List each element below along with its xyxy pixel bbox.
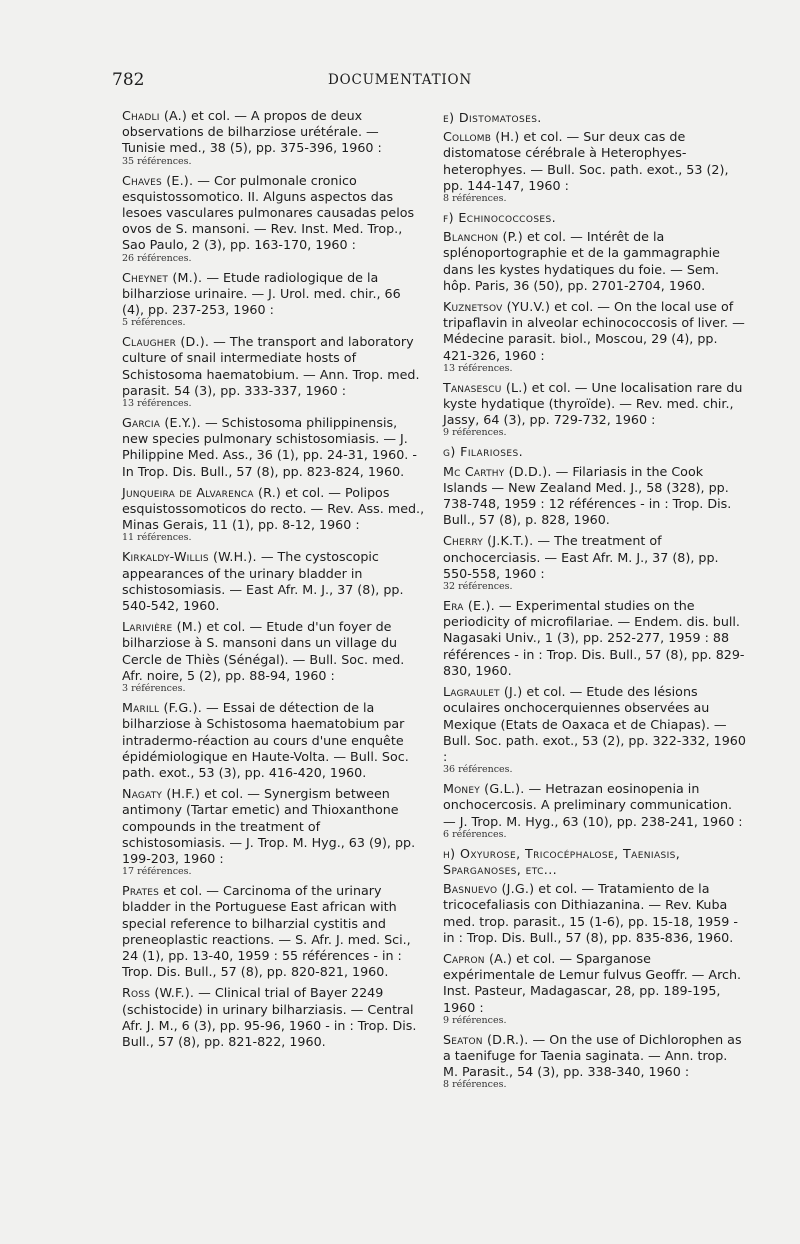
- entry-references-count: 8 références.: [443, 193, 507, 205]
- bibliography-entry: [122, 334, 425, 410]
- bibliography-entry: [443, 380, 746, 440]
- entry-author: Nagaty (H.F.): [122, 786, 201, 802]
- entry-citation: — The treatment of onchocerciasis. — East Afr. M. J., 37 (8), pp. 550-558, 1960 :: [443, 533, 719, 581]
- bibliography-entry: [122, 700, 425, 781]
- entry-author: Prates: [122, 883, 160, 899]
- entry-citation: — Experimental studies on the periodicity of microfilariae. — Endem. dis. bull. Nagasaki Univ., 1 (3), pp. 252-277, 1959 : 88 références - in : Trop. Dis. Bull., 57 (8), pp. 829-830, 1960.: [443, 598, 745, 678]
- entry-citation: et col. — Polipos esquistossomoticos do recto. — Rev. Ass. med., Minas Gerais, 11 (1), pp. 8-12, 1960 :: [122, 484, 425, 533]
- running-head: DOCUMENTATION: [328, 72, 472, 88]
- entry-author: Seaton (D.R.).: [443, 1031, 529, 1047]
- entry-references-count: 13 références.: [443, 362, 513, 374]
- entry-author: Garcia (E.Y.).: [122, 415, 201, 431]
- entry-author: Capron (A.): [443, 950, 513, 966]
- entry-author: Chaves (E.).: [122, 172, 194, 188]
- entry-references-count: 13 références.: [122, 398, 192, 410]
- bibliography-entry: [122, 485, 425, 545]
- entry-author: Chadli (A.): [122, 108, 188, 123]
- entry-author: Blanchon (P.): [443, 229, 523, 245]
- entry-citation: — Hetrazan eosinopenia in onchocercosis. A preliminary communication. — J. Trop. M. Hyg., 63 (10), pp. 238-241, 1960 :: [443, 781, 743, 829]
- bibliography-entry: [443, 684, 746, 776]
- entry-citation: — The cystoscopic appearances of the urinary bladder in schistosomiasis. — East Afr. M. J., 37 (8), pp. 540-542, 1960.: [122, 549, 404, 614]
- entry-references-count: 9 références.: [443, 427, 507, 439]
- page-number: 782: [112, 70, 145, 90]
- bibliography-entry: [443, 781, 746, 841]
- entry-author: Money (G.L.).: [443, 781, 525, 797]
- entry-references-count: 9 références.: [443, 1014, 507, 1026]
- entry-author: Cheynet (M.).: [122, 269, 203, 285]
- entry-author: Larivière (M.): [122, 619, 203, 635]
- bibliography-entry: [122, 108, 425, 168]
- bibliography-entry: [122, 415, 425, 480]
- entry-references-count: 3 références.: [122, 683, 186, 695]
- bibliography-entry: [443, 881, 746, 946]
- entry-author: Cherry (J.K.T.).: [443, 533, 534, 549]
- entry-citation: — On the use of Dichlorophen as a taenifuge for Taenia saginata. — Ann. trop. M. Parasit., 54 (3), pp. 338-340, 1960 :: [443, 1031, 742, 1080]
- section-heading: g) Filarioses.: [443, 444, 524, 460]
- entry-author: Mc Carthy (D.D.).: [443, 463, 552, 479]
- entry-citation: — Schistosoma philippinensis, new species pulmonary schistosomiasis. — J. Philippine Med. Ass., 36 (1), pp. 24-31, 1960. - In Trop. Dis. Bull., 57 (8), pp. 823-824, 1960.: [122, 415, 417, 479]
- entry-citation: — Essai de détection de la bilharziose à Schistosoma haematobium par intradermo-réaction au cours d'une enquête épidémiologique en Haute-Volta. — Bull. Soc. path. exot., 53 (3), pp. 416-420, 1960.: [122, 700, 409, 780]
- bibliography-entry: [122, 619, 425, 695]
- entry-citation: et col. — On the local use of tripaflavin in alveolar echinococcosis of liver. — Médecine parasit. biol., Moscou, 29 (4), pp. 421-326, 1960 :: [443, 299, 745, 363]
- bibliography-entry: [122, 549, 425, 614]
- left-column: [122, 108, 425, 1055]
- section-heading: e) Distomatoses.: [443, 110, 542, 125]
- entry-citation: — The transport and laboratory culture of snail intermediate hosts of Schistosoma haematobium. — Ann. Trop. med. parasit. 54 (3), pp. 333-337, 1960 :: [122, 334, 420, 398]
- entry-references-count: 32 références.: [443, 581, 513, 593]
- entry-author: Lagraulet (J.): [443, 684, 523, 700]
- entry-citation: et col. — Etude d'un foyer de bilharziose à S. mansoni dans un village du Cercle de Thiès (Sénégal). — Bull. Soc. med. Afr. noire, 5 (2), pp. 88-94, 1960 :: [122, 619, 405, 683]
- entry-author: Ross (W.F.).: [122, 985, 195, 1001]
- entry-references-count: 17 références.: [122, 866, 192, 878]
- entry-citation: et col. — Une localisation rare du kyste hydatique (thyroïde). — Rev. med. chir., Jassy, 64 (3), pp. 729-732, 1960 :: [443, 379, 743, 428]
- entry-references-count: 5 références.: [122, 317, 186, 329]
- entry-author: Basnuevo (J.G.): [443, 881, 535, 897]
- entry-author: Era (E.).: [443, 598, 495, 614]
- entry-citation: et col. — Intérêt de la splénoportographie et de la gammagraphie dans les kystes hydatiques du foie. — Sem. hôp. Paris, 36 (50), pp. 2701-2704, 1960.: [443, 229, 720, 293]
- entry-author: Kuznetsov (YU.V.): [443, 299, 551, 315]
- entry-citation: et col. — Sparganose expérimentale de Lemur fulvus Geoffr. — Arch. Inst. Pasteur, Madagascar, 28, pp. 189-195, 1960 :: [443, 950, 742, 1015]
- bibliography-entry: [443, 598, 746, 679]
- entry-author: Kirkaldy-Willis (W.H.).: [122, 549, 257, 565]
- entry-author: Junqueira de Alvarenca (R.): [122, 484, 282, 500]
- right-column: [443, 108, 746, 1096]
- entry-citation: — Filariasis in the Cook Islands — New Zealand Med. J., 58 (328), pp. 738-748, 1959 : 12 références - in : Trop. Dis. Bull., 57 (8), p. 828, 1960.: [443, 463, 732, 528]
- entry-citation: et col. — Sur deux cas de distomatose cérébrale à Heterophyes-heterophyes. — Bull. Soc. path. exot., 53 (2), pp. 144-147, 1960 :: [443, 129, 729, 193]
- bibliography-entry: [122, 786, 425, 878]
- entry-author: Collomb (H.): [443, 129, 520, 145]
- bibliography-entry: [122, 173, 425, 265]
- entry-citation: — Etude radiologique de la bilharziose urinaire. — J. Urol. med. chir., 66 (4), pp. 237-253, 1960 :: [122, 269, 401, 318]
- bibliography-entry: [443, 229, 746, 294]
- bibliography-entry: [443, 129, 746, 205]
- entry-references-count: 8 références.: [443, 1079, 507, 1091]
- bibliography-entry: [443, 1032, 746, 1092]
- entry-citation: et col. — Etude des lésions oculaires onchocerquiennes observées au Mexique (Etats de Oaxaca et de Chiapas). — Bull. Soc. path. exot., 53 (2), pp. 322-332, 1960 :: [443, 684, 746, 764]
- entry-citation: et col. — Tratamiento de la tricocefaliasis con Dithiazanina. — Rev. Kuba med. trop. parasit., 15 (1-6), pp. 15-18, 1959 - in : Trop. Dis. Bull., 57 (8), pp. 835-836, 1960.: [443, 881, 738, 945]
- bibliography-entry: [443, 533, 746, 593]
- entry-citation: — Clinical trial of Bayer 2249 (schistocide) in urinary bilharziasis. — Central Afr. J. M., 6 (3), pp. 95-96, 1960 - in : Trop. Dis. Bull., 57 (8), pp. 821-822, 1960.: [122, 985, 417, 1049]
- entry-references-count: 26 références.: [122, 252, 192, 264]
- section-heading: h) Oxyurose, Tricocéphalose, Taeniasis, Sparganoses, etc...: [443, 845, 681, 877]
- entry-citation: — Cor pulmonale cronico esquistossomotico. II. Alguns aspectos das lesoes vasculares pulmonares causadas pelos ovos de S. mansoni. — Rev. Inst. Med. Trop., Sao Paulo, 2 (3), pp. 163-170, 1960 :: [122, 172, 415, 253]
- bibliography-entry: [443, 951, 746, 1027]
- entry-author: Tanasescu (L.): [443, 379, 528, 395]
- entry-references-count: 36 références.: [443, 764, 513, 776]
- entry-author: Claugher (D.).: [122, 334, 210, 350]
- bibliography-entry: [122, 883, 425, 980]
- bibliography-entry: [443, 299, 746, 375]
- entry-author: Marill (F.G.).: [122, 700, 202, 716]
- entry-references-count: 11 références.: [122, 532, 192, 544]
- entry-references-count: 35 références.: [122, 155, 192, 167]
- bibliography-entry: [122, 985, 425, 1050]
- entry-references-count: 6 références.: [443, 828, 507, 840]
- entry-citation: et col. — A propos de deux observations de bilharziose urétérale. — Tunisie med., 38 (5), pp. 375-396, 1960 :: [122, 108, 382, 156]
- bibliography-entry: [122, 270, 425, 330]
- bibliography-entry: [443, 464, 746, 529]
- entry-citation: et col. — Carcinoma of the urinary bladder in the Portuguese East african with special reference to bilharzial cystitis and preneoplastic reactions. — S. Afr. J. med. Sci., 24 (1), pp. 13-40, 1959 : 55 références - in : Trop. Dis. Bull., 57 (8), pp. 820-821, 1960.: [122, 883, 411, 980]
- entry-citation: et col. — Synergism between antimony (Tartar emetic) and Thioxanthone compounds in the treatment of schistosomiasis. — J. Trop. M. Hyg., 63 (9), pp. 199-203, 1960 :: [122, 786, 416, 866]
- section-heading: f) Echinococcoses.: [443, 210, 557, 226]
